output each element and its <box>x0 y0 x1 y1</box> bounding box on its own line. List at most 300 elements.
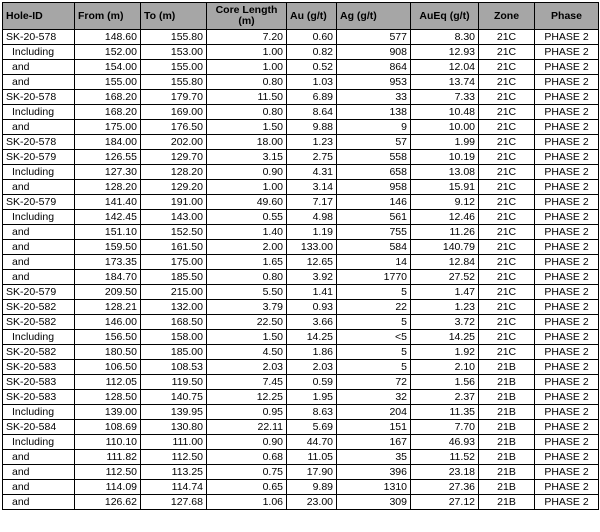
from-cell: 173.35 <box>75 255 141 270</box>
core-length-cell: 7.45 <box>207 375 287 390</box>
ag-cell: 558 <box>337 150 411 165</box>
core-length-cell: 1.50 <box>207 330 287 345</box>
ag-cell: 1310 <box>337 480 411 495</box>
from-cell: 180.50 <box>75 345 141 360</box>
hole-id-cell: and <box>3 480 75 495</box>
ag-cell: 32 <box>337 390 411 405</box>
to-cell: 152.50 <box>141 225 207 240</box>
to-cell: 128.20 <box>141 165 207 180</box>
aueq-cell: 7.70 <box>411 420 479 435</box>
table-row <box>3 60 599 75</box>
from-cell: 209.50 <box>75 285 141 300</box>
core-length-cell: 22.50 <box>207 315 287 330</box>
from-cell: 114.09 <box>75 480 141 495</box>
hole-id-cell: SK-20-579 <box>3 195 75 210</box>
au-cell: 2.03 <box>287 360 337 375</box>
phase-cell: PHASE 2 <box>535 345 599 360</box>
ag-cell: 577 <box>337 30 411 45</box>
aueq-cell: 1.47 <box>411 285 479 300</box>
table-row <box>3 480 599 495</box>
to-cell: 191.00 <box>141 195 207 210</box>
to-cell: 202.00 <box>141 135 207 150</box>
ag-cell: 561 <box>337 210 411 225</box>
table-row <box>3 495 599 510</box>
to-cell: 108.53 <box>141 360 207 375</box>
core-length-cell: 1.06 <box>207 495 287 510</box>
zone-cell: 21C <box>479 315 535 330</box>
header-zone: Zone <box>479 3 535 30</box>
au-cell: 1.95 <box>287 390 337 405</box>
ag-cell: 1770 <box>337 270 411 285</box>
from-cell: 146.00 <box>75 315 141 330</box>
hole-id-cell: and <box>3 465 75 480</box>
to-cell: 155.80 <box>141 75 207 90</box>
table-row <box>3 330 599 345</box>
au-cell: 0.93 <box>287 300 337 315</box>
to-cell: 129.20 <box>141 180 207 195</box>
to-cell: 175.00 <box>141 255 207 270</box>
phase-cell: PHASE 2 <box>535 435 599 450</box>
au-cell: 23.00 <box>287 495 337 510</box>
au-cell: 1.86 <box>287 345 337 360</box>
ag-cell: 953 <box>337 75 411 90</box>
core-length-cell: 18.00 <box>207 135 287 150</box>
hole-id-cell: SK-20-579 <box>3 285 75 300</box>
table-row <box>3 465 599 480</box>
from-cell: 127.30 <box>75 165 141 180</box>
core-length-cell: 11.50 <box>207 90 287 105</box>
phase-cell: PHASE 2 <box>535 45 599 60</box>
table-row <box>3 165 599 180</box>
hole-id-cell: and <box>3 120 75 135</box>
table-row <box>3 90 599 105</box>
to-cell: 132.00 <box>141 300 207 315</box>
phase-cell: PHASE 2 <box>535 285 599 300</box>
aueq-cell: 12.46 <box>411 210 479 225</box>
zone-cell: 21C <box>479 105 535 120</box>
table-row <box>3 195 599 210</box>
ag-cell: 5 <box>337 315 411 330</box>
aueq-cell: 27.12 <box>411 495 479 510</box>
au-cell: 1.19 <box>287 225 337 240</box>
aueq-cell: 2.37 <box>411 390 479 405</box>
phase-cell: PHASE 2 <box>535 465 599 480</box>
core-length-cell: 0.80 <box>207 75 287 90</box>
aueq-cell: 11.26 <box>411 225 479 240</box>
au-cell: 0.59 <box>287 375 337 390</box>
aueq-cell: 1.56 <box>411 375 479 390</box>
au-cell: 11.05 <box>287 450 337 465</box>
au-cell: 14.25 <box>287 330 337 345</box>
from-cell: 141.40 <box>75 195 141 210</box>
aueq-cell: 12.93 <box>411 45 479 60</box>
ag-cell: 755 <box>337 225 411 240</box>
phase-cell: PHASE 2 <box>535 270 599 285</box>
au-cell: 4.31 <box>287 165 337 180</box>
phase-cell: PHASE 2 <box>535 420 599 435</box>
from-cell: 159.50 <box>75 240 141 255</box>
hole-id-cell: and <box>3 60 75 75</box>
aueq-cell: 13.74 <box>411 75 479 90</box>
aueq-cell: 10.00 <box>411 120 479 135</box>
zone-cell: 21C <box>479 75 535 90</box>
aueq-cell: 9.12 <box>411 195 479 210</box>
phase-cell: PHASE 2 <box>535 90 599 105</box>
phase-cell: PHASE 2 <box>535 300 599 315</box>
table-row <box>3 255 599 270</box>
zone-cell: 21B <box>479 480 535 495</box>
aueq-cell: 11.52 <box>411 450 479 465</box>
from-cell: 184.70 <box>75 270 141 285</box>
zone-cell: 21C <box>479 240 535 255</box>
au-cell: 4.98 <box>287 210 337 225</box>
from-cell: 152.00 <box>75 45 141 60</box>
core-length-cell: 0.65 <box>207 480 287 495</box>
to-cell: 179.70 <box>141 90 207 105</box>
ag-cell: 5 <box>337 360 411 375</box>
from-cell: 151.10 <box>75 225 141 240</box>
hole-id-cell: and <box>3 225 75 240</box>
to-cell: 139.95 <box>141 405 207 420</box>
header-au: Au (g/t) <box>287 3 337 30</box>
ag-cell: 22 <box>337 300 411 315</box>
phase-cell: PHASE 2 <box>535 405 599 420</box>
zone-cell: 21C <box>479 135 535 150</box>
hole-id-cell: SK-20-583 <box>3 390 75 405</box>
from-cell: 126.55 <box>75 150 141 165</box>
au-cell: 1.23 <box>287 135 337 150</box>
zone-cell: 21C <box>479 195 535 210</box>
ag-cell: 151 <box>337 420 411 435</box>
to-cell: 111.00 <box>141 435 207 450</box>
phase-cell: PHASE 2 <box>535 105 599 120</box>
phase-cell: PHASE 2 <box>535 240 599 255</box>
zone-cell: 21C <box>479 285 535 300</box>
aueq-cell: 46.93 <box>411 435 479 450</box>
core-length-cell: 0.90 <box>207 435 287 450</box>
core-length-cell: 3.15 <box>207 150 287 165</box>
aueq-cell: 14.25 <box>411 330 479 345</box>
core-length-cell: 0.55 <box>207 210 287 225</box>
core-length-cell: 1.50 <box>207 120 287 135</box>
to-cell: 112.50 <box>141 450 207 465</box>
ag-cell: 864 <box>337 60 411 75</box>
table-row <box>3 75 599 90</box>
zone-cell: 21C <box>479 120 535 135</box>
ag-cell: 584 <box>337 240 411 255</box>
ag-cell: 138 <box>337 105 411 120</box>
phase-cell: PHASE 2 <box>535 135 599 150</box>
from-cell: 154.00 <box>75 60 141 75</box>
phase-cell: PHASE 2 <box>535 60 599 75</box>
au-cell: 0.82 <box>287 45 337 60</box>
to-cell: 129.70 <box>141 150 207 165</box>
phase-cell: PHASE 2 <box>535 30 599 45</box>
hole-id-cell: SK-20-579 <box>3 150 75 165</box>
core-length-cell: 12.25 <box>207 390 287 405</box>
ag-cell: 57 <box>337 135 411 150</box>
to-cell: 155.80 <box>141 30 207 45</box>
table-row <box>3 225 599 240</box>
au-cell: 1.41 <box>287 285 337 300</box>
to-cell: 168.50 <box>141 315 207 330</box>
aueq-cell: 12.04 <box>411 60 479 75</box>
table-row <box>3 30 599 45</box>
table-row <box>3 150 599 165</box>
core-length-cell: 49.60 <box>207 195 287 210</box>
table-row <box>3 420 599 435</box>
core-length-cell: 3.79 <box>207 300 287 315</box>
phase-cell: PHASE 2 <box>535 390 599 405</box>
from-cell: 112.05 <box>75 375 141 390</box>
au-cell: 44.70 <box>287 435 337 450</box>
core-length-cell: 7.20 <box>207 30 287 45</box>
core-length-cell: 1.00 <box>207 60 287 75</box>
aueq-cell: 1.23 <box>411 300 479 315</box>
table-row <box>3 405 599 420</box>
au-cell: 1.03 <box>287 75 337 90</box>
au-cell: 12.65 <box>287 255 337 270</box>
header-aueq: AuEq (g/t) <box>411 3 479 30</box>
zone-cell: 21C <box>479 30 535 45</box>
to-cell: 127.68 <box>141 495 207 510</box>
drill-results-table <box>2 2 599 510</box>
ag-cell: 5 <box>337 285 411 300</box>
table-row <box>3 315 599 330</box>
zone-cell: 21B <box>479 360 535 375</box>
hole-id-cell: SK-20-582 <box>3 345 75 360</box>
aueq-cell: 1.99 <box>411 135 479 150</box>
from-cell: 148.60 <box>75 30 141 45</box>
ag-cell: 33 <box>337 90 411 105</box>
to-cell: 130.80 <box>141 420 207 435</box>
table-row <box>3 45 599 60</box>
aueq-cell: 27.36 <box>411 480 479 495</box>
au-cell: 0.60 <box>287 30 337 45</box>
hole-id-cell: Including <box>3 45 75 60</box>
zone-cell: 21C <box>479 60 535 75</box>
aueq-cell: 140.79 <box>411 240 479 255</box>
from-cell: 155.00 <box>75 75 141 90</box>
ag-cell: 72 <box>337 375 411 390</box>
hole-id-cell: and <box>3 255 75 270</box>
to-cell: 158.00 <box>141 330 207 345</box>
from-cell: 175.00 <box>75 120 141 135</box>
core-length-cell: 2.00 <box>207 240 287 255</box>
phase-cell: PHASE 2 <box>535 180 599 195</box>
au-cell: 3.14 <box>287 180 337 195</box>
from-cell: 110.10 <box>75 435 141 450</box>
ag-cell: 35 <box>337 450 411 465</box>
phase-cell: PHASE 2 <box>535 120 599 135</box>
table-row <box>3 375 599 390</box>
table-row <box>3 210 599 225</box>
table-row <box>3 135 599 150</box>
au-cell: 3.92 <box>287 270 337 285</box>
ag-cell: 146 <box>337 195 411 210</box>
hole-id-cell: SK-20-583 <box>3 375 75 390</box>
hole-id-cell: SK-20-582 <box>3 300 75 315</box>
core-length-cell: 0.75 <box>207 465 287 480</box>
phase-cell: PHASE 2 <box>535 210 599 225</box>
aueq-cell: 10.48 <box>411 105 479 120</box>
core-length-cell: 1.65 <box>207 255 287 270</box>
to-cell: 114.74 <box>141 480 207 495</box>
ag-cell: 9 <box>337 120 411 135</box>
table-row <box>3 105 599 120</box>
hole-id-cell: Including <box>3 435 75 450</box>
zone-cell: 21C <box>479 210 535 225</box>
zone-cell: 21B <box>479 465 535 480</box>
aueq-cell: 7.33 <box>411 90 479 105</box>
hole-id-cell: SK-20-584 <box>3 420 75 435</box>
au-cell: 7.17 <box>287 195 337 210</box>
au-cell: 5.69 <box>287 420 337 435</box>
from-cell: 168.20 <box>75 90 141 105</box>
zone-cell: 21C <box>479 345 535 360</box>
phase-cell: PHASE 2 <box>535 450 599 465</box>
header-row <box>3 3 599 30</box>
hole-id-cell: Including <box>3 330 75 345</box>
ag-cell: 958 <box>337 180 411 195</box>
aueq-cell: 12.84 <box>411 255 479 270</box>
zone-cell: 21B <box>479 420 535 435</box>
zone-cell: 21B <box>479 435 535 450</box>
header-phase: Phase <box>535 3 599 30</box>
table-row <box>3 270 599 285</box>
from-cell: 128.21 <box>75 300 141 315</box>
aueq-cell: 8.30 <box>411 30 479 45</box>
core-length-cell: 0.80 <box>207 105 287 120</box>
from-cell: 128.50 <box>75 390 141 405</box>
au-cell: 2.75 <box>287 150 337 165</box>
table-body <box>3 30 599 510</box>
core-length-cell: 4.50 <box>207 345 287 360</box>
from-cell: 156.50 <box>75 330 141 345</box>
from-cell: 168.20 <box>75 105 141 120</box>
ag-cell: 396 <box>337 465 411 480</box>
core-length-cell: 2.03 <box>207 360 287 375</box>
table-row <box>3 300 599 315</box>
au-cell: 9.88 <box>287 120 337 135</box>
phase-cell: PHASE 2 <box>535 495 599 510</box>
aueq-cell: 13.08 <box>411 165 479 180</box>
au-cell: 0.52 <box>287 60 337 75</box>
from-cell: 126.62 <box>75 495 141 510</box>
aueq-cell: 27.52 <box>411 270 479 285</box>
au-cell: 9.89 <box>287 480 337 495</box>
ag-cell: 204 <box>337 405 411 420</box>
hole-id-cell: and <box>3 75 75 90</box>
header-from: From (m) <box>75 3 141 30</box>
ag-cell: 5 <box>337 345 411 360</box>
to-cell: 155.00 <box>141 60 207 75</box>
table-row <box>3 390 599 405</box>
ag-cell: <5 <box>337 330 411 345</box>
zone-cell: 21B <box>479 375 535 390</box>
table-row <box>3 240 599 255</box>
hole-id-cell: and <box>3 240 75 255</box>
aueq-cell: 10.19 <box>411 150 479 165</box>
au-cell: 133.00 <box>287 240 337 255</box>
to-cell: 176.50 <box>141 120 207 135</box>
hole-id-cell: Including <box>3 405 75 420</box>
zone-cell: 21C <box>479 45 535 60</box>
ag-cell: 658 <box>337 165 411 180</box>
zone-cell: 21B <box>479 450 535 465</box>
core-length-cell: 5.50 <box>207 285 287 300</box>
ag-cell: 908 <box>337 45 411 60</box>
aueq-cell: 11.35 <box>411 405 479 420</box>
hole-id-cell: SK-20-578 <box>3 90 75 105</box>
phase-cell: PHASE 2 <box>535 150 599 165</box>
from-cell: 108.69 <box>75 420 141 435</box>
zone-cell: 21B <box>479 495 535 510</box>
phase-cell: PHASE 2 <box>535 225 599 240</box>
to-cell: 113.25 <box>141 465 207 480</box>
header-core-length: Core Length (m) <box>207 3 287 30</box>
core-length-cell: 1.40 <box>207 225 287 240</box>
from-cell: 111.82 <box>75 450 141 465</box>
ag-cell: 14 <box>337 255 411 270</box>
au-cell: 8.63 <box>287 405 337 420</box>
au-cell: 8.64 <box>287 105 337 120</box>
header-hole-id: Hole-ID <box>3 3 75 30</box>
zone-cell: 21C <box>479 300 535 315</box>
phase-cell: PHASE 2 <box>535 165 599 180</box>
to-cell: 161.50 <box>141 240 207 255</box>
aueq-cell: 3.72 <box>411 315 479 330</box>
core-length-cell: 22.11 <box>207 420 287 435</box>
hole-id-cell: SK-20-578 <box>3 135 75 150</box>
table-row <box>3 360 599 375</box>
core-length-cell: 0.95 <box>207 405 287 420</box>
hole-id-cell: and <box>3 180 75 195</box>
zone-cell: 21B <box>479 390 535 405</box>
table-row <box>3 435 599 450</box>
table-container <box>2 2 599 510</box>
hole-id-cell: Including <box>3 165 75 180</box>
hole-id-cell: Including <box>3 105 75 120</box>
hole-id-cell: SK-20-578 <box>3 30 75 45</box>
hole-id-cell: and <box>3 450 75 465</box>
zone-cell: 21C <box>479 90 535 105</box>
zone-cell: 21C <box>479 225 535 240</box>
hole-id-cell: and <box>3 495 75 510</box>
hole-id-cell: and <box>3 270 75 285</box>
from-cell: 184.00 <box>75 135 141 150</box>
phase-cell: PHASE 2 <box>535 75 599 90</box>
table-row <box>3 285 599 300</box>
aueq-cell: 15.91 <box>411 180 479 195</box>
from-cell: 128.20 <box>75 180 141 195</box>
from-cell: 142.45 <box>75 210 141 225</box>
zone-cell: 21B <box>479 405 535 420</box>
to-cell: 185.50 <box>141 270 207 285</box>
core-length-cell: 0.80 <box>207 270 287 285</box>
phase-cell: PHASE 2 <box>535 480 599 495</box>
zone-cell: 21C <box>479 180 535 195</box>
au-cell: 6.89 <box>287 90 337 105</box>
to-cell: 153.00 <box>141 45 207 60</box>
zone-cell: 21C <box>479 270 535 285</box>
hole-id-cell: SK-20-582 <box>3 315 75 330</box>
phase-cell: PHASE 2 <box>535 195 599 210</box>
au-cell: 17.90 <box>287 465 337 480</box>
phase-cell: PHASE 2 <box>535 315 599 330</box>
aueq-cell: 2.10 <box>411 360 479 375</box>
from-cell: 139.00 <box>75 405 141 420</box>
